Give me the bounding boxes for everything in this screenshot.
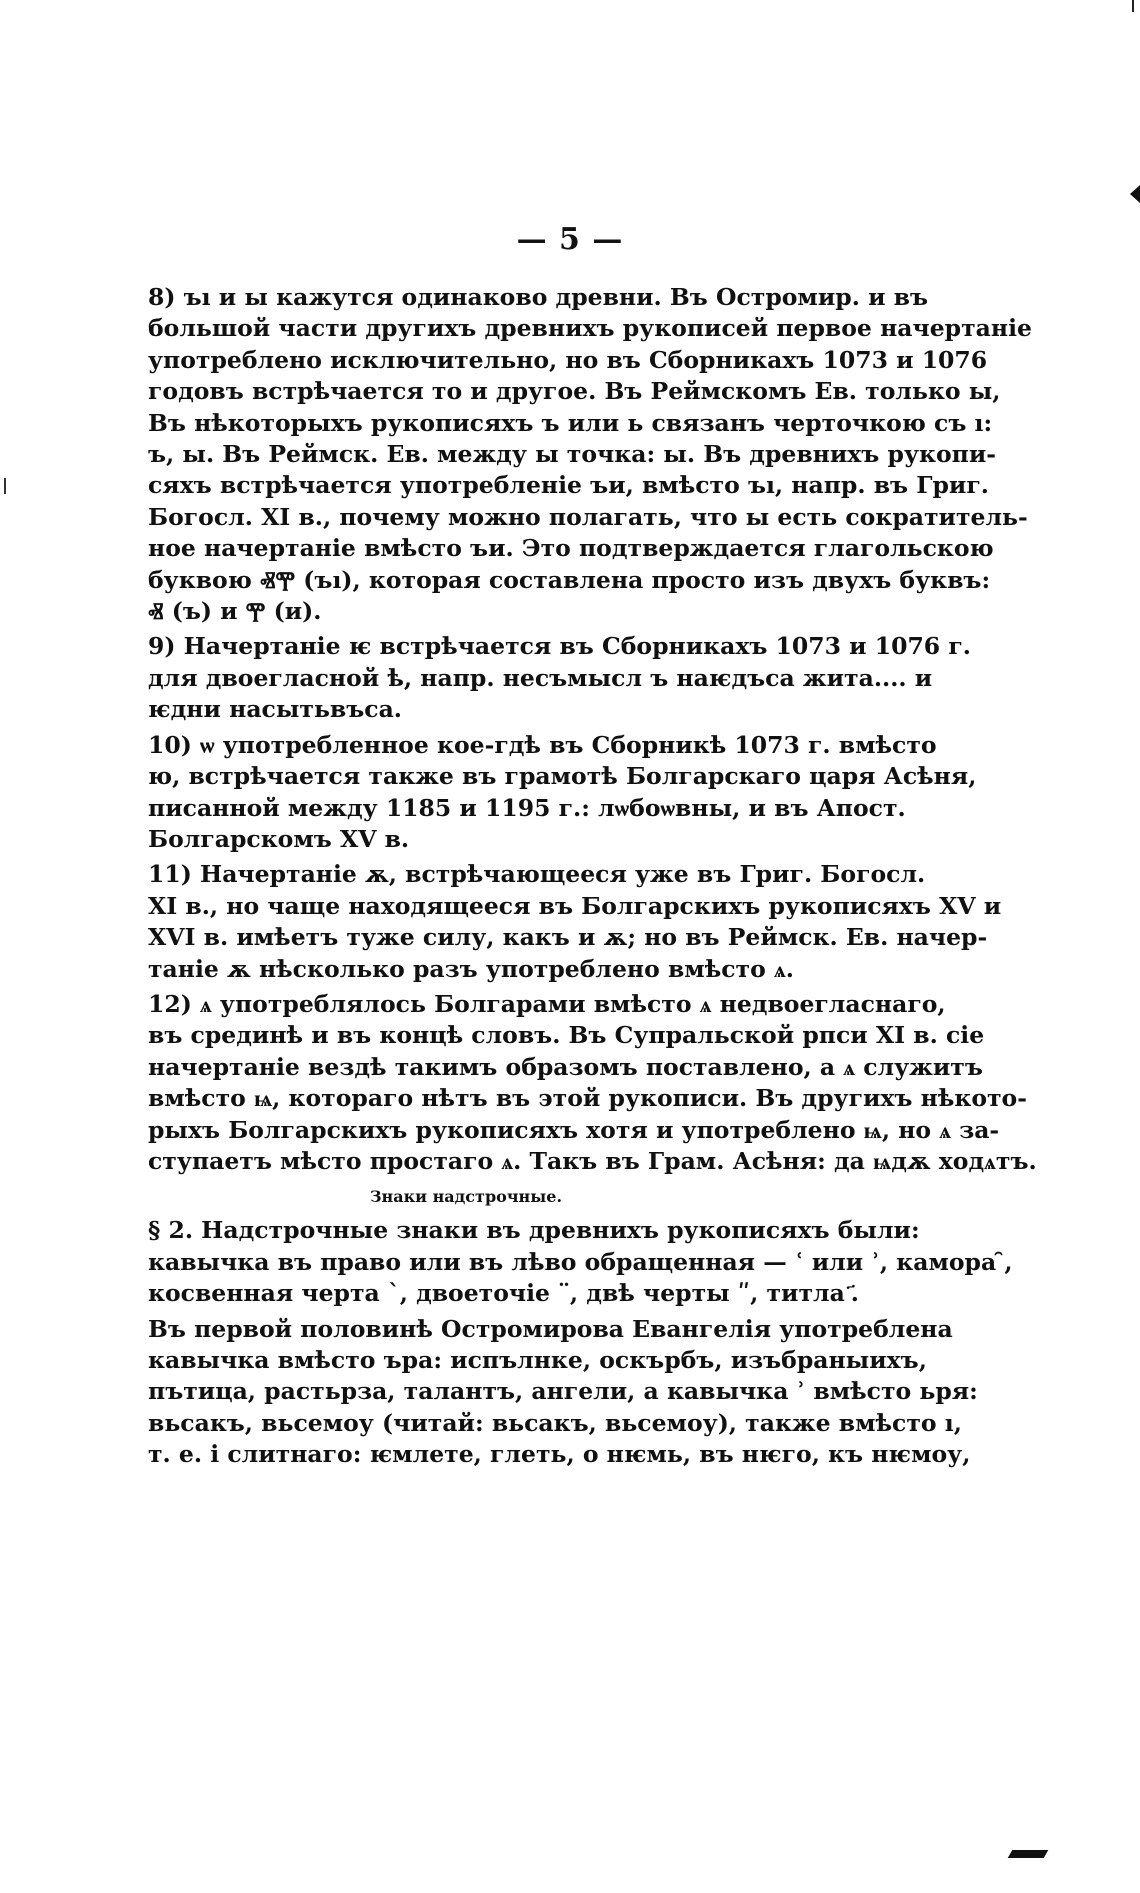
text-line: вмѣсто ѩ, котораго нѣтъ въ этой рукописи. Въ другихъ нѣкото-: [148, 1084, 1027, 1113]
scan-edge-marker-left: [4, 478, 6, 494]
text-line: Въ первой половинѣ Остромирова Евангелія употреблена: [148, 1314, 953, 1343]
text-line: сяхъ встрѣчается употребленіе ъи, вмѣсто ъı, напр. въ Григ.: [148, 471, 989, 500]
text-line: Въ нѣкоторыхъ рукописяхъ ъ или ь связанъ черточкою съ ı:: [148, 408, 993, 437]
scan-edge-marker-right: [1130, 185, 1140, 203]
text-line: 9) Начертаніе ѥ встрѣчается въ Сборникахъ 1073 и 1076 г.: [148, 632, 971, 661]
text-line: Ⱏ (ъ) и Ⰹ (и).: [148, 597, 322, 626]
text-line: 11) Начертаніе ѫ, встрѣчающееся уже въ Григ. Богосл.: [148, 860, 926, 889]
text-line: таніе ѫ нѣсколько разъ употреблено вмѣсто ѧ.: [148, 954, 794, 983]
text-line: XVI в. имѣетъ туже силу, какъ и ѫ; но въ Реймск. Ев. начер-: [148, 923, 988, 952]
paragraph-8: [92, 282, 1032, 627]
text-line: ъ, ы. Въ Реймск. Ев. между ы точка: ы. Въ древнихъ рукопи-: [148, 440, 997, 469]
text-line: кавычка вмѣсто ъра: испълнке, оскърбъ, изъбраныихъ,: [148, 1346, 927, 1374]
paragraph-ostromir: [92, 1314, 978, 1471]
paragraph-12: [92, 989, 1037, 1177]
text-line: ю, встрѣчается также въ грамотѣ Болгарскаго царя Асѣня,: [148, 762, 977, 791]
paragraph-11: [92, 859, 1002, 985]
paragraph-section-2: [92, 1215, 1013, 1309]
text-line: 8) ъı и ы кажутся одинаково древни. Въ Остромир. и въ: [148, 283, 929, 311]
text-line: для двоегласной ѣ, напр. несъмысл ъ наѥдъса жита.... и: [148, 663, 933, 692]
text-line: употреблено исключительно, но въ Сборникахъ 1073 и 1076: [148, 345, 988, 374]
text-line: вьсакъ, вьсемоу (читай: вьсакъ, вьсемоу), также вмѣсто ı,: [148, 1408, 962, 1437]
text-line: Богосл. XI в., почему можно полагать, что ы есть сократитель-: [148, 502, 1028, 531]
scan-edge-mark-top: [1132, 0, 1134, 12]
text-line: большой части другихъ древнихъ рукописей первое начертаніе: [148, 314, 1032, 343]
text-line: годовъ встрѣчается то и другое. Въ Реймскомъ Ев. только ы,: [148, 377, 1001, 406]
text-line: пътица, растьрза, талантъ, ангели, а кавычка ʾ вмѣсто ьря:: [148, 1377, 978, 1406]
page-number: — 5 —: [516, 222, 624, 257]
text-line: буквою ⰟⰉ (ъı), которая составлена просто изъ двухъ буквъ:: [148, 565, 991, 594]
text-line: ѥдни насытьвъса.: [148, 695, 402, 724]
text-line: писанной между 1185 и 1195 г.: лѡбоѡвны, и въ Апост.: [148, 793, 906, 822]
text-line: т. е. і слитнаго: ѥмлете, глеть, о нѥмь, въ нѥго, къ нѥмоу,: [148, 1440, 971, 1469]
text-line: Болгарскомъ XV в.: [148, 824, 410, 853]
text-line: въ срединѣ и въ концѣ словъ. Въ Супральской рпси XI в. сіе: [148, 1021, 985, 1050]
section-heading: Знаки надстрочные.: [369, 1187, 563, 1207]
text-line: начертаніе вездѣ такимъ образомъ поставлено, а ѧ служитъ: [148, 1052, 983, 1081]
scan-corner-mark: [1008, 1850, 1049, 1858]
text-line: XI в., но чаще находящееся въ Болгарскихъ рукописяхъ XV и: [148, 891, 1002, 920]
text-line: ступаетъ мѣсто простаго ѧ. Такъ въ Грам. Асѣня: да ѩдѫ ходѧтъ.: [148, 1146, 1037, 1175]
text-line: рыхъ Болгарскихъ рукописяхъ хотя и употреблено ѩ, но ѧ за-: [148, 1115, 1000, 1144]
text-line: косвенная черта ˋ, двоеточіе ¨, двѣ черты ʺ, титла ҃.: [148, 1279, 859, 1308]
text-line: 10) ѡ употребленное кое-гдѣ въ Сборникѣ 1073 г. вмѣсто: [148, 730, 937, 759]
text-line: 12) ѧ употреблялось Болгарами вмѣсто ѧ недвоегласнаго,: [148, 989, 946, 1018]
text-line: кавычка въ право или въ лѣво обращенная — ʿ или ʾ, камора ̑,: [148, 1247, 1013, 1276]
paragraph-9: [92, 631, 971, 725]
text-line: ное начертаніе вмѣсто ъи. Это подтверждается глагольскою: [148, 534, 994, 563]
text-line: § 2. Надстрочные знаки въ древнихъ рукописяхъ были:: [148, 1216, 920, 1245]
body-text: [92, 282, 1037, 1471]
paragraph-10: [92, 730, 977, 856]
